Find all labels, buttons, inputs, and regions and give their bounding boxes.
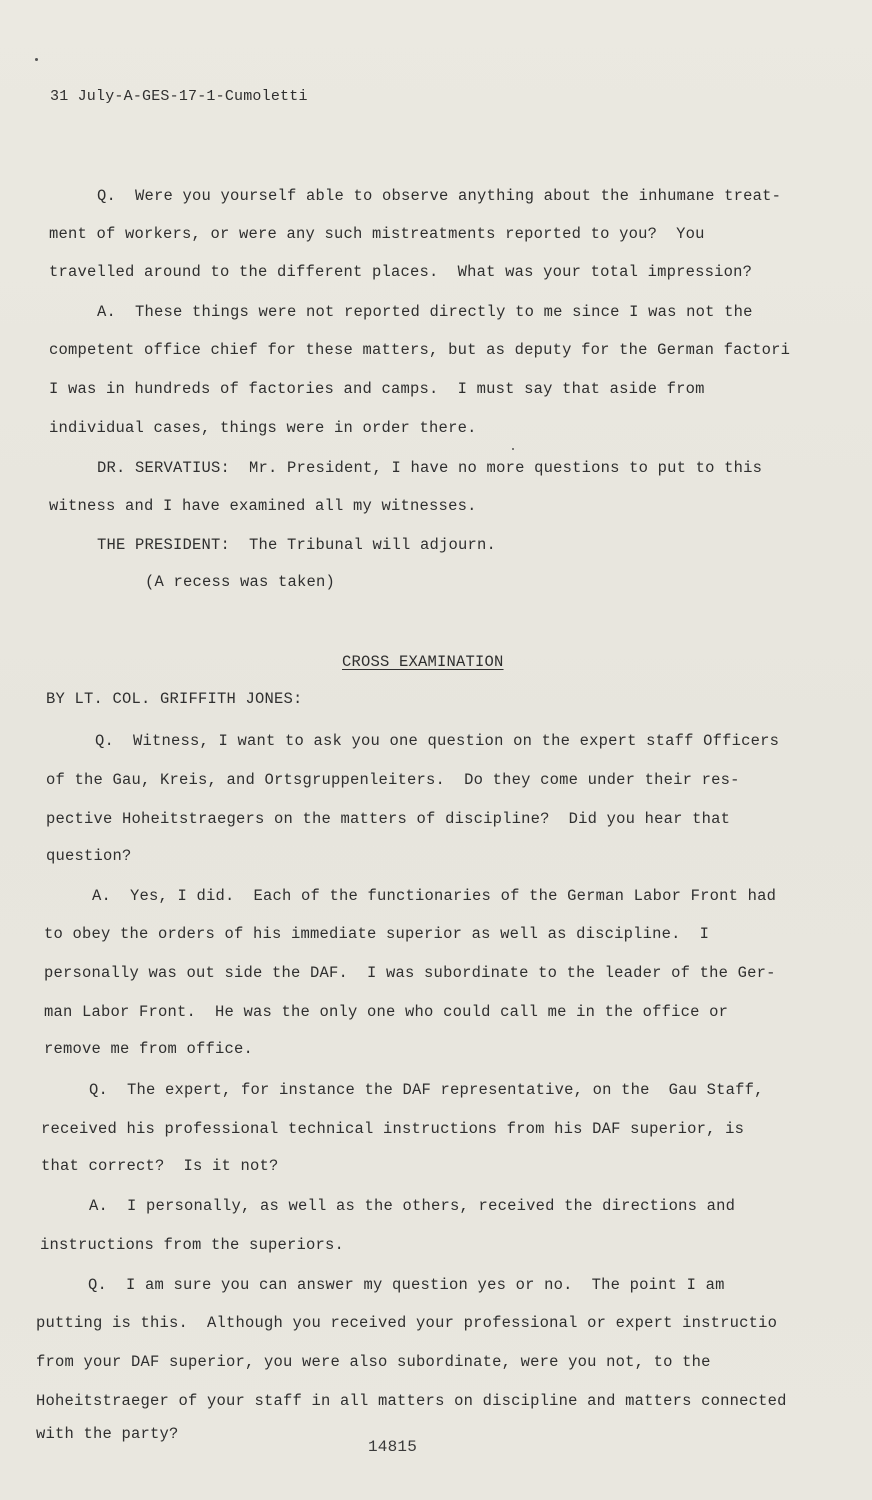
document-header: 31 July-A-GES-17-1-Cumoletti — [50, 88, 308, 105]
text-line: A. I personally, as well as the others, received the directions and — [89, 1197, 736, 1215]
text-line: remove me from office. — [44, 1040, 254, 1058]
text-line: Q. Witness, I want to ask you one question on the expert staff Officers — [95, 732, 780, 750]
text-line: (A recess was taken) — [145, 573, 336, 591]
text-line: DR. SERVATIUS: Mr. President, I have no more questions to put to this — [97, 459, 763, 477]
text-line: witness and I have examined all my witnesses. — [49, 497, 477, 515]
text-line: individual cases, things were in order there. — [49, 419, 477, 437]
page-number: 14815 — [368, 1438, 418, 1456]
text-line: pective Hoheitstraegers on the matters of discipline? Did you hear that — [46, 810, 731, 828]
text-line: personally was out side the DAF. I was subordinate to the leader of the Ger- — [44, 964, 776, 982]
text-line: A. These things were not reported directly to me since I was not the — [97, 303, 753, 321]
text-line: Q. The expert, for instance the DAF representative, on the Gau Staff, — [89, 1081, 764, 1099]
text-line: Q. I am sure you can answer my question yes or no. The point I am — [88, 1276, 725, 1294]
text-line: ment of workers, or were any such mistreatments reported to you? You — [49, 225, 705, 243]
text-line: travelled around to the different places. What was your total impression? — [49, 263, 753, 281]
page-mark — [512, 448, 514, 450]
text-line: question? — [46, 847, 132, 865]
text-line: man Labor Front. He was the only one who could call me in the office or — [44, 1003, 729, 1021]
section-heading: CROSS EXAMINATION — [342, 653, 504, 671]
text-line: THE PRESIDENT: The Tribunal will adjourn. — [97, 536, 497, 554]
text-line: to obey the orders of his immediate superior as well as discipline. I — [44, 925, 710, 943]
text-line: I was in hundreds of factories and camps. I must say that aside from — [49, 380, 705, 398]
text-line: from your DAF superior, you were also subordinate, were you not, to the — [36, 1353, 711, 1371]
text-line: received his professional technical instructions from his DAF superior, is — [41, 1120, 745, 1138]
text-line: Hoheitstraeger of your staff in all matters on discipline and matters connected — [36, 1392, 787, 1410]
text-line: of the Gau, Kreis, and Ortsgruppenleiters. Do they come under their res- — [46, 771, 740, 789]
examiner-line: BY LT. COL. GRIFFITH JONES: — [46, 690, 303, 708]
text-line: with the party? — [36, 1425, 179, 1443]
page-mark — [35, 58, 38, 61]
text-line: A. Yes, I did. Each of the functionaries of the German Labor Front had — [92, 887, 777, 905]
text-line: instructions from the superiors. — [40, 1236, 345, 1254]
text-line: competent office chief for these matters, but as deputy for the German factori — [49, 341, 791, 359]
text-line: that correct? Is it not? — [41, 1157, 279, 1175]
text-line: Q. Were you yourself able to observe anything about the inhumane treat- — [97, 187, 782, 205]
text-line: putting is this. Although you received your professional or expert instructio — [36, 1314, 778, 1332]
